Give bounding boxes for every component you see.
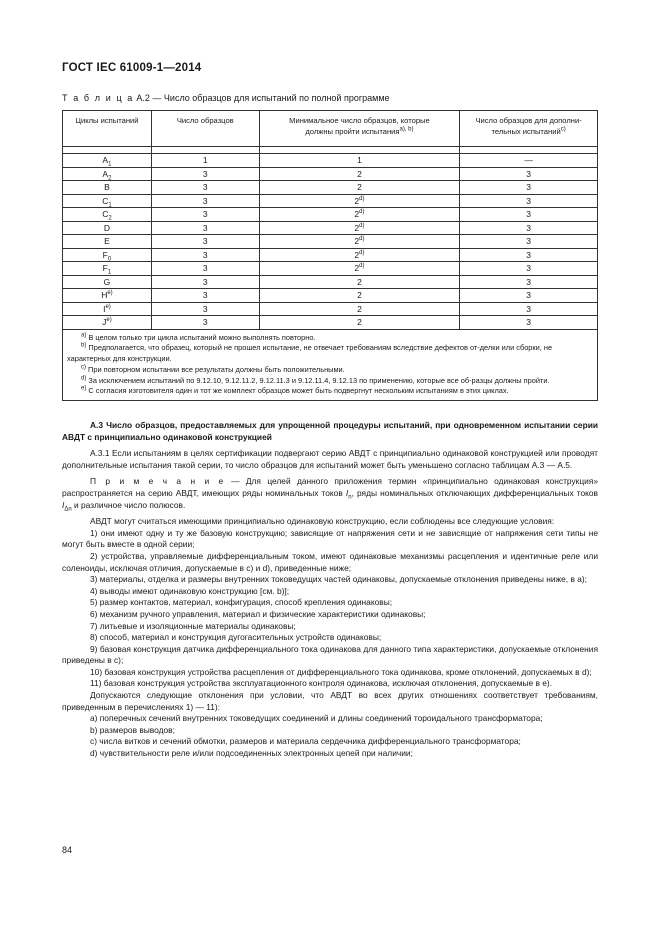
table-row <box>63 289 598 303</box>
condition-item: 10) базовая конструкция устройства расцепления от дифференциального тока одинакова, кроме отклонений, допускаемых в d); <box>90 666 592 677</box>
table-caption <box>62 93 390 103</box>
cell-min-samples: 2 <box>259 316 460 330</box>
cell-min-samples: 2$^{d)}$ <box>259 208 460 222</box>
cell-cycle: $I^{e)}$ <box>63 302 152 316</box>
condition-item: 3) материалы, отделка и размеры внутренних токоведущих частей одинаковы, допускаемые отклонения приведены ниже, в a); <box>90 574 588 585</box>
deviations-list <box>62 713 598 759</box>
cell-extra-samples: 3 <box>460 302 598 316</box>
cell-min-samples: 2$^{d)}$ <box>259 248 460 262</box>
cell-cycle: $C_1$ <box>63 194 152 208</box>
cell-samples: 3 <box>151 248 259 262</box>
cell-min-samples: 2$^{d)}$ <box>259 262 460 276</box>
cell-samples: 3 <box>151 289 259 303</box>
cell-min-samples: 2 <box>259 275 460 289</box>
table-row <box>63 181 598 195</box>
table-row <box>63 221 598 235</box>
cell-extra-samples: 3 <box>460 316 598 330</box>
table-row <box>63 208 598 222</box>
header-test-cycles: Циклы испытаний <box>63 111 152 147</box>
paragraph-conditions-intro: АВДТ могут считаться имеющими принципиально одинаковую конструкцию, если соблюдены все следующие условия: <box>90 516 555 527</box>
conditions-list <box>62 528 598 690</box>
footnote: $^{a)}$ В целом только три цикла испытаний можно выполнять повторно. <box>81 332 316 342</box>
cell-cycle: $A_2$ <box>63 167 152 181</box>
cell-min-samples: 1 <box>259 154 460 168</box>
condition-item: 11) базовая конструкция устройства эксплуатационного контроля одинакова, исключая отклонения, допускаемые в e). <box>90 678 553 689</box>
cell-cycle: $H^{e)}$ <box>63 289 152 303</box>
header-sample-count: Число образцов <box>151 111 259 147</box>
table-row <box>63 167 598 181</box>
section-title: А.3 Число образцов, предоставляемых для упрощенной процедуры испытаний, при одновременном испытании серии АВДТ с принципиально одинаковой конструкцией <box>62 420 598 442</box>
cell-cycle: $F_1$ <box>63 262 152 276</box>
footnote: $^{c)}$ При повторном испытании все результаты должны быть положительными. <box>81 364 345 374</box>
table-row <box>63 194 598 208</box>
condition-item: 4) выводы имеют одинаковую конструкцию [см. b)]; <box>90 585 290 596</box>
note-paragraph: П р и м е ч а н и е — Для целей данного приложения термин «принципиально одинаковая конструкция» распространяется на серию АВДТ, имеющих ряды номинальных токов $I_n$, ряды номинальных отключающих дифференциальных токов $I_{\Delta n}$ и различное число полюсов. <box>62 476 598 513</box>
cell-cycle: $F_0$ <box>63 248 152 262</box>
cell-extra-samples: 3 <box>460 181 598 195</box>
table-row <box>63 235 598 249</box>
cell-extra-samples: 3 <box>460 194 598 208</box>
table-row <box>63 248 598 262</box>
cell-min-samples: 2 <box>259 167 460 181</box>
cell-min-samples: 2$^{d)}$ <box>259 194 460 208</box>
table-row <box>63 262 598 276</box>
condition-item: 2) устройства, управляемые дифференциальным током, имеют одинаковые механизмы расцепления и идентичные реле или соленоиды, исключая отличия, допускаемые в c) и d), приведенные ниже; <box>62 550 598 573</box>
section-body <box>62 420 598 760</box>
cell-cycle: $C_2$ <box>63 208 152 222</box>
cell-cycle: $J^{e)}$ <box>63 316 152 330</box>
deviation-item: a) поперечных сечений внутренних токоведущих соединений и длины соединений тороидального трансформатора; <box>90 713 543 724</box>
cell-samples: 3 <box>151 167 259 181</box>
condition-item: 6) механизм ручного управления, материал и физические характеристики одинаковы; <box>90 608 426 619</box>
cell-samples: 3 <box>151 208 259 222</box>
cell-extra-samples: 3 <box>460 289 598 303</box>
cell-extra-samples: 3 <box>460 275 598 289</box>
table-row <box>63 302 598 316</box>
cell-min-samples: 2$^{d)}$ <box>259 235 460 249</box>
table-row <box>63 154 598 168</box>
deviation-item: d) чувствительности реле и/или подсоединенных электронных цепей при наличии; <box>90 748 413 759</box>
table-caption-label: Т а б л и ц а <box>62 93 134 103</box>
cell-extra-samples: 3 <box>460 262 598 276</box>
paragraph-a31: А.3.1 Если испытаниям в целях сертификации подвергают серию АВДТ с принципиально одинаковой конструкцией или проводят дополнительные испытания такой серии, то число образцов для испытаний может быть уменьшено согласно таблицам А.3 — А.5. <box>62 448 598 470</box>
cell-samples: 3 <box>151 316 259 330</box>
cell-cycle: $A_1$ <box>63 154 152 168</box>
paragraph-deviations-intro: Допускаются следующие отклонения при условии, что АВДТ во всех других отношениях соответствует требованиям, приведенным в перечислениях 1) — 11): <box>62 690 598 712</box>
cell-extra-samples: 3 <box>460 208 598 222</box>
header-min-samples: Минимальное число образцов, которые должны пройти испытания$^{a), b)}$ <box>259 111 460 147</box>
condition-item: 8) способ, материал и конструкция дугогасительных устройств одинаковы; <box>90 632 382 643</box>
cell-samples: 3 <box>151 194 259 208</box>
cell-cycle: D <box>63 221 152 235</box>
cell-samples: 3 <box>151 181 259 195</box>
cell-cycle: B <box>63 181 152 195</box>
cell-samples: 3 <box>151 235 259 249</box>
table-header-row <box>63 111 598 147</box>
cell-cycle: G <box>63 275 152 289</box>
deviation-item: c) числа витков и сечений обмотки, размеров и материала сердечника дифференциального трансформатора; <box>90 736 521 747</box>
cell-extra-samples: 3 <box>460 221 598 235</box>
cell-samples: 3 <box>151 262 259 276</box>
cell-samples: 1 <box>151 154 259 168</box>
footnote: $^{d)}$ За исключением испытаний по 9.12.10, 9.12.11.2, 9.12.11.3 и 9.12.11.4, 9.12.13 по применению, которые все об-разцы должны пройти. <box>81 375 550 385</box>
cell-extra-samples: 3 <box>460 248 598 262</box>
condition-item: 7) литьевые и изоляционные материалы одинаковы; <box>90 620 296 631</box>
deviation-item: b) размеров выводов; <box>90 724 175 735</box>
cell-min-samples: 2 <box>259 302 460 316</box>
cell-samples: 3 <box>151 221 259 235</box>
header-extra-samples: Число образцов для дополни- тельных испытаний$^{c)}$ <box>460 111 598 147</box>
cell-samples: 3 <box>151 302 259 316</box>
footnote: $^{e)}$ С согласия изготовителя один и тот же комплект образцов может быть подвергнут нескольким испытаниям в этих циклах. <box>81 386 509 396</box>
cell-samples: 3 <box>151 275 259 289</box>
table-row <box>63 316 598 330</box>
cell-extra-samples: — <box>460 154 598 168</box>
document-header: ГОСТ IEC 61009-1—2014 <box>62 62 202 74</box>
cell-extra-samples: 3 <box>460 167 598 181</box>
condition-item: 5) размер контактов, материал, конфигурация, способ крепления одинаковы; <box>90 597 393 608</box>
cell-min-samples: 2$^{d)}$ <box>259 221 460 235</box>
cell-min-samples: 2 <box>259 289 460 303</box>
samples-table <box>62 110 598 401</box>
footnote: $^{b)}$ Предполагается, что образец, который не прошел испытание, не отвечает требованиям вследствие дефектов от-делки или сборки, не характерных для конструкции. <box>67 342 553 364</box>
table-row <box>63 275 598 289</box>
cell-min-samples: 2 <box>259 181 460 195</box>
cell-extra-samples: 3 <box>460 235 598 249</box>
table-footnotes <box>63 329 598 401</box>
page-number: 84 <box>62 845 73 855</box>
cell-cycle: E <box>63 235 152 249</box>
condition-item: 1) они имеют одну и ту же базовую конструкцию; зависящие от напряжения сети и не зависящие от напряжения сети типы не могут быть вместе в одной серии; <box>62 527 598 550</box>
condition-item: 9) базовая конструкция датчика дифференциального тока одинакова для данного типа характеристики, допускаемые отклонения приведены в c); <box>62 643 598 666</box>
table-caption-text: А.2 — Число образцов для испытаний по полной программе <box>133 93 390 103</box>
